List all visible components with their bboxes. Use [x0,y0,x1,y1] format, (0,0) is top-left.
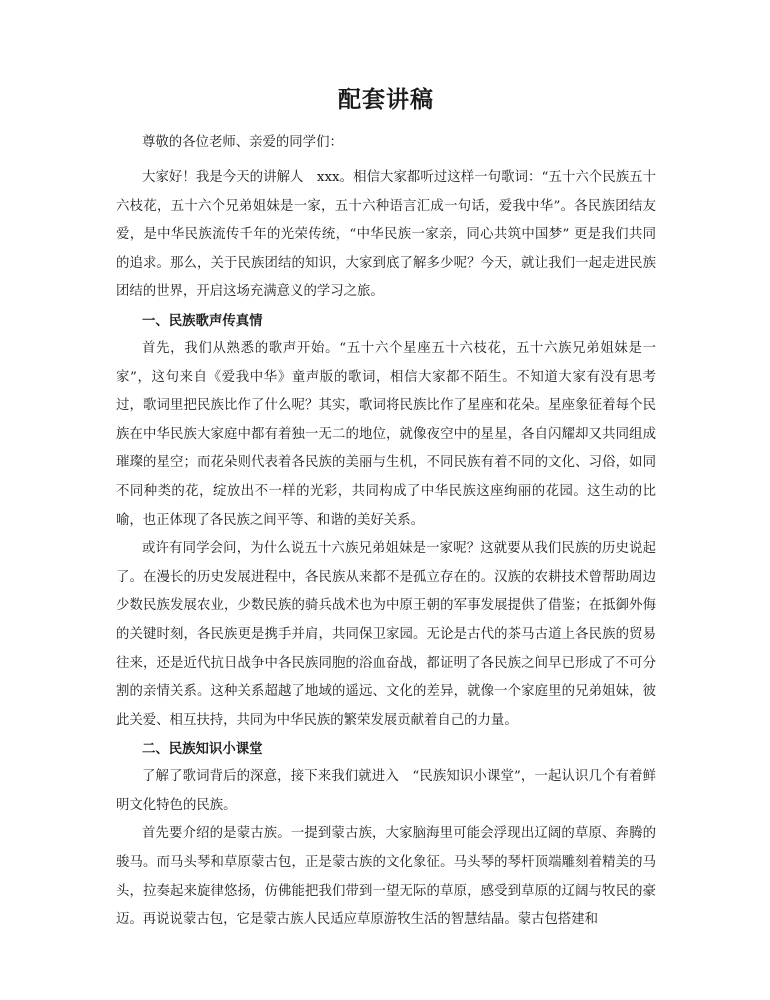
section-heading-2: 二、民族知识小课堂 [142,741,263,758]
section1-paragraph-2: 或许有同学会问，为什么说五十六族兄弟姐妹是一家呢？这就要从我们民族的历史说起了。在漫长的历史发展进程中，各民族从来都不是孤立存在的。汉族的农耕技术曾帮助周边少数民族发展农业，少数民族的骑兵战术也为中原王朝的军事发展提供了借鉴；在抵御外侮的关键时刻，各民族更是携手并肩，共同保卫家园。无论是古代的茶马古道上各民族的贸易往来，还是近代抗日战争中各民族同胞的浴血奋战，都证明了各民族之间早已形成了不可分割的亲情关系。这种关系超越了地域的遥远、文化的差异，就像一个家庭里的兄弟姐妹，彼此关爱、相互扶持，共同为中华民族的繁荣发展贡献着自己的力量。 [116,541,656,728]
greeting: 尊敬的各位老师、亲爱的同学们： [142,135,343,150]
document-page [116,84,656,935]
intro-paragraph: 大家好！我是今天的讲解人 xxx。相信大家都听过这样一句歌词：“五十六个民族五十六枝花，五十六个兄弟姐妹是一家，五十六种语言汇成一句话，爱我中华”。各民族团结友爱，是中华民族流传千年的光荣传统，“中华民族一家亲，同心共筑中国梦” 更是我们共同的追求。那么，关于民族团结的知识，大家到底了解多少呢？今天，就让我们一起走进民族团结的世界，开启这场充满意义的学习之旅。 [116,170,656,300]
section1-paragraph-1: 首先，我们从熟悉的歌声开始。“五十六个星座五十六枝花，五十六族兄弟姐妹是一家”，这句来自《爱我中华》童声版的歌词，相信大家都不陌生。不知道大家有没有思考过，歌词里把民族比作了什么呢？其实，歌词将民族比作了星座和花朵。星座象征着每个民族在中华民族大家庭中都有着独一无二的地位，就像夜空中的星星，各自闪耀却又共同组成璀璨的星空；而花朵则代表着各民族的美丽与生机，不同民族有着不同的文化、习俗，如同不同种类的花，绽放出不一样的光彩，共同构成了中华民族这座绚丽的花园。这生动的比喻，也正体现了各民族之间平等、和谐的美好关系。 [116,340,656,528]
section2-paragraph-1: 了解了歌词背后的深意，接下来我们就进入 “民族知识小课堂”，一起认识几个有着鲜明文化特色的民族。 [116,769,656,813]
section-heading-1: 一、民族歌声传真情 [142,312,263,329]
document-title: 配套讲稿 [338,86,434,113]
section2-paragraph-2: 首先要介绍的是蒙古族。一提到蒙古族，大家脑海里可能会浮现出辽阔的草原、奔腾的骏马。而马头琴和草原蒙古包，正是蒙古族的文化象征。马头琴的琴杆顶端雕刻着精美的马头，拉奏起来旋律悠扬，仿佛能把我们带到一望无际的草原，感受到草原的辽阔与牧民的豪迈。再说说蒙古包，它是蒙古族人民适应草原游牧生活的智慧结晶。蒙古包搭建和 [116,826,656,928]
